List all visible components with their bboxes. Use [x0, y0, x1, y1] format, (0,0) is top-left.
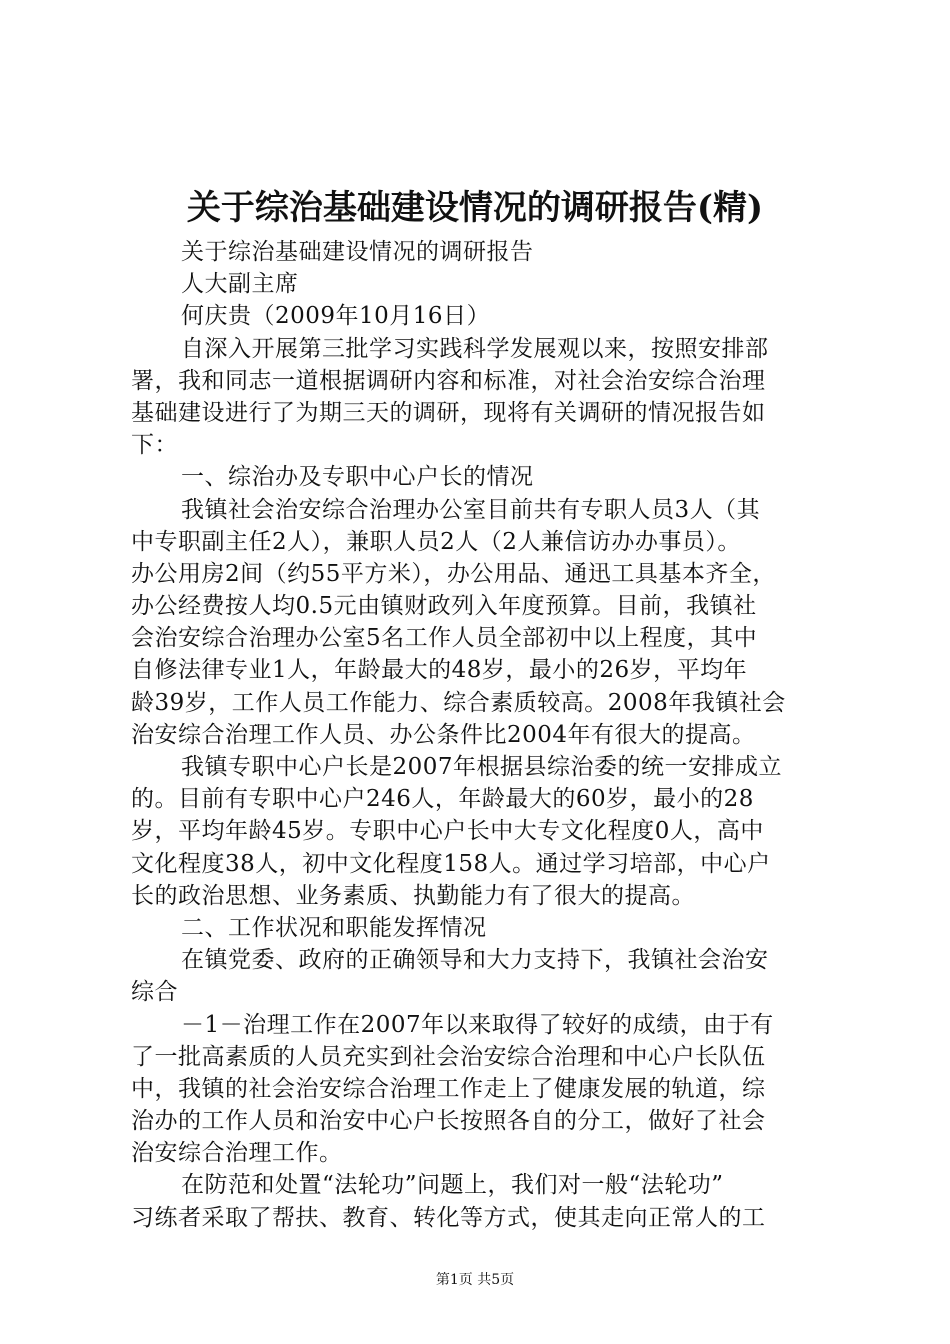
body-line: 岁，平均年龄45岁。专职中心户长中大专文化程度0人，高中	[131, 818, 764, 845]
page-footer: 第1页 共5页	[435, 1272, 515, 1288]
body-line: 二、工作状况和职能发挥情况	[181, 914, 487, 941]
body-line: 文化程度38人，初中文化程度158人。通过学习培部，中心户	[131, 850, 771, 877]
body-line: 了一批高素质的人员充实到社会治安综合治理和中心户长队伍	[131, 1043, 766, 1070]
body-line: 我镇专职中心户长是2007年根据县综治委的统一安排成立	[181, 754, 783, 780]
body-line: 何庆贵（2009年10月16日）	[181, 303, 491, 330]
body-line: 龄39岁，工作人员工作能力、综合素质较高。2008年我镇社会	[131, 689, 786, 716]
body-line: 中专职副主任2人），兼职人员2人（2人兼信访办办事员）。	[131, 528, 741, 555]
body-line: 我镇社会治安综合治理办公室目前共有专职人员3人（其	[181, 496, 761, 523]
body-line: 长的政治思想、业务素质、执勤能力有了很大的提高。	[131, 882, 695, 909]
body-line: 一、综治办及专职中心户长的情况	[181, 464, 534, 491]
body-line: 习练者采取了帮扶、教育、转化等方式，使其走向正常人的工	[131, 1204, 766, 1231]
body-line: 自深入开展第三批学习实践科学发展观以来，按照安排部	[181, 335, 769, 362]
body-line: 治办的工作人员和治安中心户长按照各自的分工，做好了社会	[131, 1108, 766, 1135]
body-line: 在防范和处置“法轮功”问题上，我们对一般“法轮功”	[181, 1172, 724, 1199]
body-line: 治安综合治理工作。	[131, 1140, 343, 1167]
body-line: －1－治理工作在2007年以来取得了较好的成绩，由于有	[181, 1011, 774, 1038]
body-line: 下：	[131, 432, 178, 459]
body-line: 办公经费按人均0.5元由镇财政列入年度预算。目前，我镇社	[131, 593, 757, 620]
document-body	[131, 236, 831, 1234]
body-line: 会治安综合治理办公室5名工作人员全部初中以上程度，其中	[131, 625, 758, 652]
body-line: 基础建设进行了为期三天的调研，现将有关调研的情况报告如	[131, 399, 766, 426]
body-line: 综合	[131, 979, 178, 1006]
body-line: 的。目前有专职中心户246人，年龄最大的60岁，最小的28	[131, 786, 754, 813]
body-line: 中，我镇的社会治安综合治理工作走上了健康发展的轨道，综	[131, 1075, 766, 1102]
body-line: 署，我和同志一道根据调研内容和标准，对社会治安综合治理	[131, 367, 766, 394]
body-line: 治安综合治理工作人员、办公条件比2004年有很大的提高。	[131, 721, 756, 748]
body-line: 关于综治基础建设情况的调研报告	[181, 239, 534, 265]
body-line: 在镇党委、政府的正确领导和大力支持下，我镇社会治安	[181, 947, 769, 974]
body-line: 自修法律专业1人，年龄最大的48岁，最小的26岁，平均年	[131, 657, 748, 684]
body-line: 人大副主席	[181, 271, 299, 298]
body-line: 办公用房2间（约55平方米），办公用品、通迅工具基本齐全，	[131, 560, 776, 587]
document-title: 关于综治基础建设情况的调研报告(精)	[186, 188, 764, 228]
